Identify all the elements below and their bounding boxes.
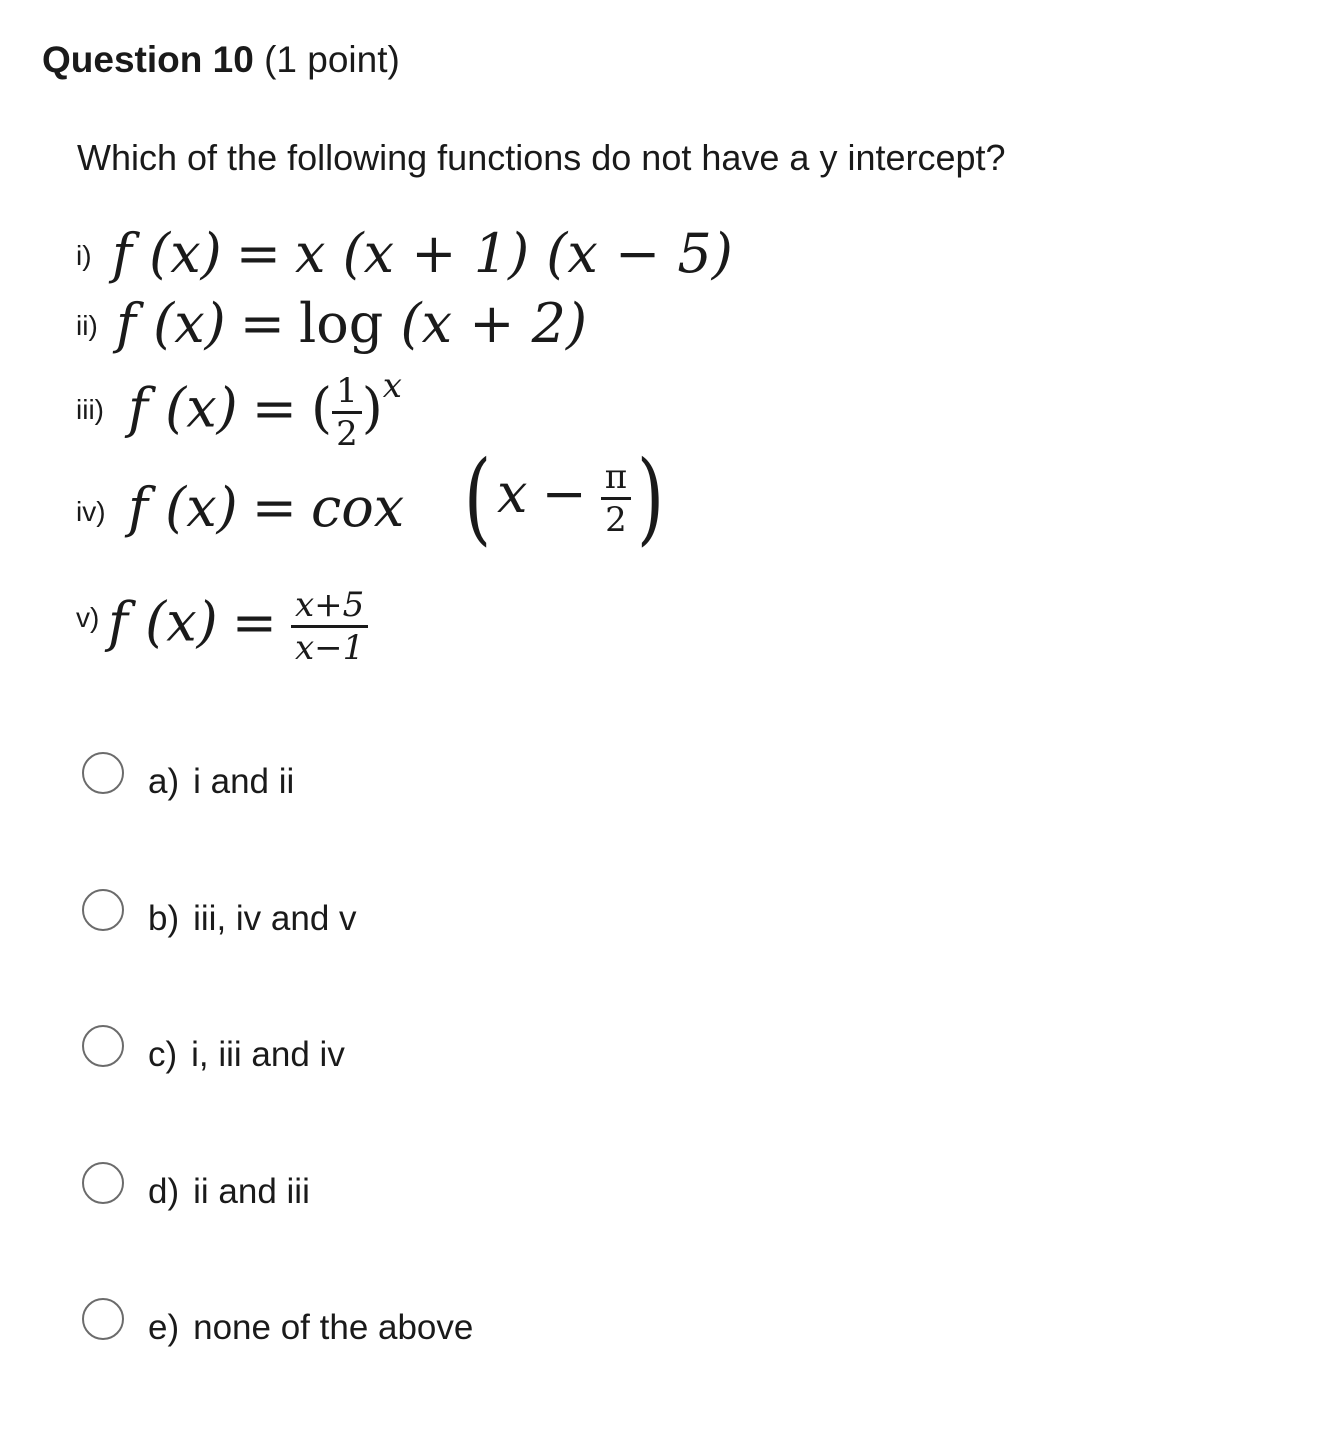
option-d[interactable] [82,1162,682,1212]
option-b[interactable] [82,889,682,939]
option-a[interactable] [82,752,682,802]
function-lhs: f (x) [128,476,238,539]
function-expression: f (x) = x (x + 1) (x − 5) [112,222,733,285]
function-expression: f (x) = $\frac{x+5}{x-1}$ [108,586,368,667]
fraction [291,586,368,667]
option-letter: e) [148,1308,180,1347]
function-expression: f (x) = cox [128,476,405,539]
option-label [148,897,357,941]
function-lhs: f (x) [128,376,238,440]
function-label: ii) [76,310,98,341]
function-rhs-fn: log [299,292,384,355]
option-text: i, iii and iv [191,1035,345,1074]
option-e[interactable] [82,1298,682,1348]
option-text: ii and iii [193,1172,310,1211]
exponent: x [382,366,402,406]
function-rhs-op: − [541,462,587,525]
radio-button[interactable] [82,1162,124,1204]
fraction-numerator: x+5 [295,585,365,625]
option-letter: c) [148,1035,178,1074]
question-header [42,36,400,84]
fraction [601,458,631,539]
function-label: iv) [76,496,106,527]
function-lhs: f (x) [116,292,226,355]
function-label: v) [76,602,100,633]
function-rhs-fn: cox [311,476,405,539]
option-label [148,1033,345,1077]
option-label [148,1306,473,1350]
question-prompt: Which of the following functions do not have a y intercept? [77,137,1006,178]
radio-button[interactable] [82,889,124,931]
radio-button[interactable] [82,1025,124,1067]
function-lhs: f (x) [108,590,218,654]
option-label [148,1170,310,1214]
fraction-numerator: 1 [336,371,358,411]
function-label: iii) [76,394,104,425]
function-rhs: x (x + 1) (x − 5) [295,222,733,285]
option-letter: d) [148,1172,180,1211]
option-text: i and ii [193,762,295,801]
fraction-numerator: π [604,456,628,497]
function-label: i) [76,240,92,271]
function-rhs-arg: (x + 2) [400,292,588,355]
radio-button[interactable] [82,752,124,794]
option-c[interactable] [82,1025,682,1075]
function-lhs: f (x) [112,222,222,285]
option-letter: b) [148,899,180,938]
fraction-denominator: 2 [336,414,358,454]
fraction [332,372,362,453]
option-text: none of the above [193,1308,474,1347]
radio-button[interactable] [82,1298,124,1340]
function-expression: f (x) = log (x + 2) [116,292,588,355]
question-points: (1 point) [264,39,400,80]
function-expression: f (x) = ( $\frac{1}{2}$ )x [128,372,402,453]
option-label [148,760,294,804]
function-rhs-group: ( x − $\frac{\pi}{2}$ ) [463,439,665,556]
question-title: Question 10 [42,39,254,80]
option-text: iii, iv and v [193,899,357,938]
fraction-denominator: 2 [605,499,627,540]
fraction-denominator: x−1 [295,628,365,668]
option-letter: a) [148,762,180,801]
function-rhs-var: x [497,462,528,525]
